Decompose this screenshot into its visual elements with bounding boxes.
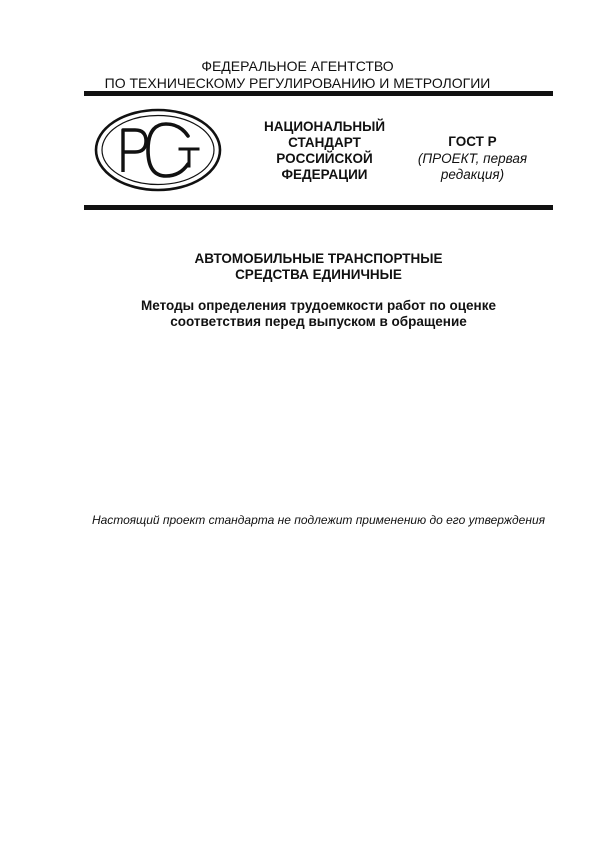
header-rule-bottom xyxy=(84,205,553,210)
agency-name-line1: ФЕДЕРАЛЬНОЕ АГЕНТСТВО xyxy=(201,58,394,74)
document-title-line1: АВТОМОБИЛЬНЫЕ ТРАНСПОРТНЫЕ xyxy=(194,251,443,266)
rst-certification-mark-icon xyxy=(94,108,222,192)
draft-notice: Настоящий проект стандарта не подлежит применению до его утверждения xyxy=(91,513,546,527)
standard-type-line: ФЕДЕРАЦИИ xyxy=(281,167,368,182)
draft-edition-label xyxy=(400,151,545,183)
draft-edition-line: (ПРОЕКТ, первая xyxy=(417,151,528,166)
gost-designation: ГОСТ Р xyxy=(448,134,497,149)
standard-type-line: НАЦИОНАЛЬНЫЙ xyxy=(263,119,386,134)
document-subtitle-line2: соответствия перед выпуском в обращение xyxy=(170,314,467,329)
header-rule-top xyxy=(84,91,553,96)
standard-type-line: СТАНДАРТ xyxy=(288,135,361,150)
draft-edition-line: редакция) xyxy=(440,167,505,182)
standard-type-label xyxy=(252,119,397,183)
document-title-line2: СРЕДСТВА ЕДИНИЧНЫЕ xyxy=(235,267,402,282)
document-subtitle-line1: Методы определения трудоемкости работ по оценке xyxy=(141,298,496,313)
agency-name-line2: ПО ТЕХНИЧЕСКОМУ РЕГУЛИРОВАНИЮ И МЕТРОЛОГИИ xyxy=(104,75,491,91)
standard-type-line: РОССИЙСКОЙ xyxy=(276,151,373,166)
